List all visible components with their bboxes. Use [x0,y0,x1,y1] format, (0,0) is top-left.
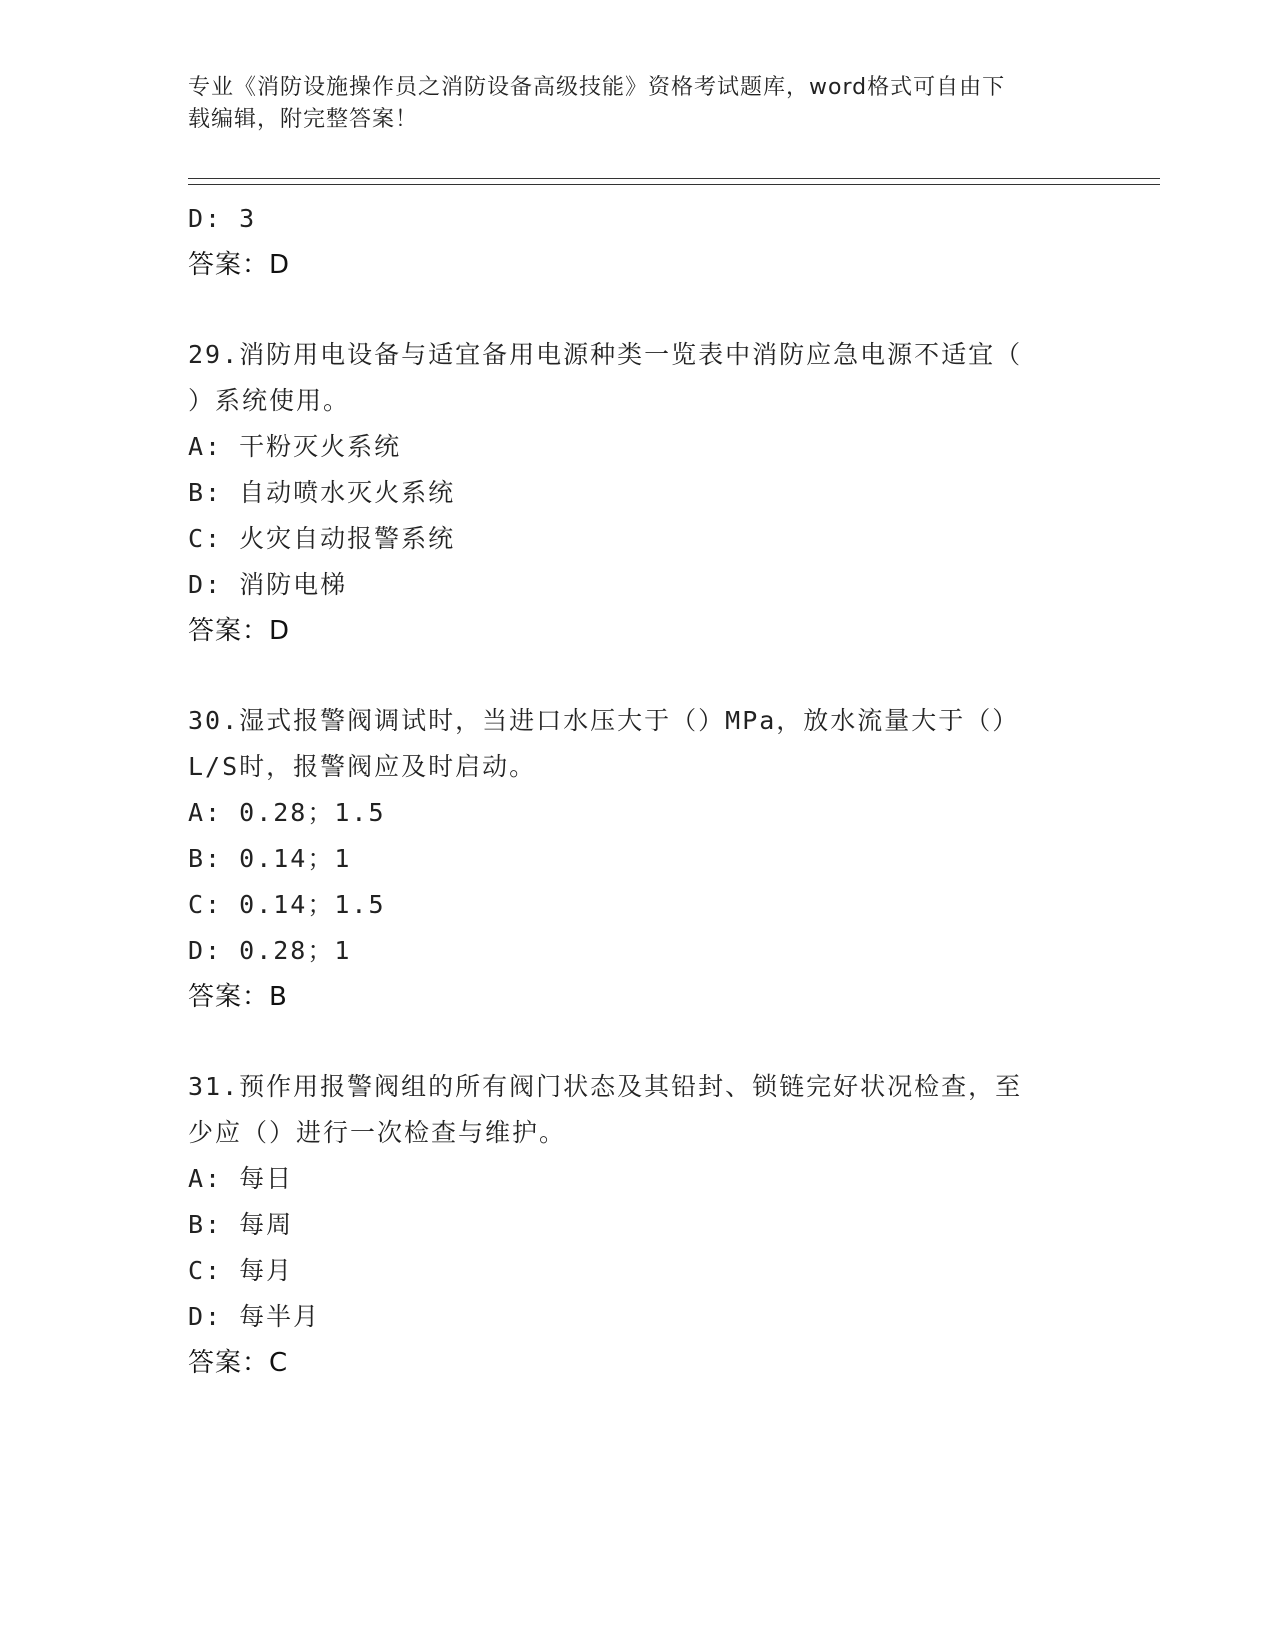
answer-line: 答案：B [188,982,288,1012]
option-c: C: 每月 [188,1256,294,1285]
option-b: B: 自动喷水灭火系统 [188,478,456,507]
question-30 [188,698,1088,1020]
question-31 [188,1064,1088,1386]
page-header [188,72,1068,136]
option-a: A: 干粉灭火系统 [188,432,402,461]
option-d: D: 消防电梯 [188,570,348,599]
option-c: C: 火灾自动报警系统 [188,524,456,553]
answer-line: 答案：D [188,250,291,280]
question-stem: 30.湿式报警阀调试时，当进口水压大于（）MPa，放水流量大于（） [188,706,1020,735]
option-c: C: 0.14；1.5 [188,890,386,919]
option-b: B: 每周 [188,1210,294,1239]
option-d: D: 0.28；1 [188,936,352,965]
header-line-1: 专业《消防设施操作员之消防设备高级技能》资格考试题库，word格式可自由下 [188,75,1006,100]
option-a: A: 每日 [188,1164,294,1193]
option-b: B: 0.14；1 [188,844,352,873]
question-stem-cont: ）系统使用。 [188,386,351,415]
header-line-2: 载编辑，附完整答案！ [188,107,419,132]
answer-line: 答案：D [188,616,291,646]
question-stem: 29.消防用电设备与适宜备用电源种类一览表中消防应急电源不适宜（ [188,340,1023,369]
question-list [188,196,1088,1386]
option-d: D: 每半月 [188,1302,321,1331]
question-stem-cont: L/S时，报警阀应及时启动。 [188,752,537,781]
question-stem-cont: 少应（）进行一次检查与维护。 [188,1118,567,1147]
header-divider [188,178,1160,185]
question-29 [188,332,1088,654]
option-d: D: 3 [188,204,257,233]
question-stem: 31.预作用报警阀组的所有阀门状态及其铅封、锁链完好状况检查，至 [188,1072,1023,1101]
option-a: A: 0.28；1.5 [188,798,386,827]
previous-question-tail [188,196,1088,288]
answer-line: 答案：C [188,1348,289,1378]
